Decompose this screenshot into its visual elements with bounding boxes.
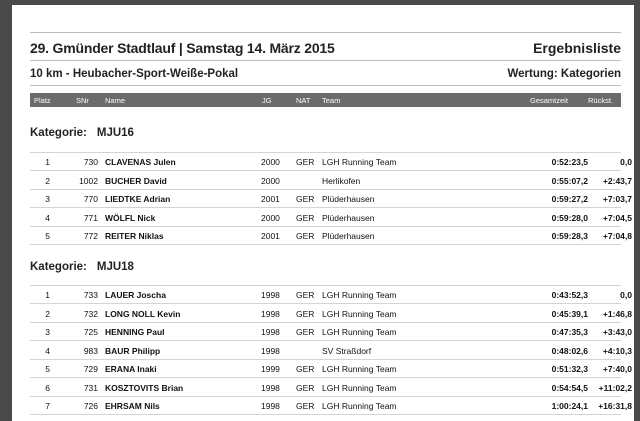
table-row xyxy=(30,208,632,226)
cell-gesamtzeit: 0:59:28,3 xyxy=(551,231,588,241)
cell-jg: 1998 xyxy=(261,327,280,337)
cell-jg: 2000 xyxy=(261,175,280,186)
cell-nat: GER xyxy=(296,327,315,337)
cell-name: BAUR Philipp xyxy=(105,345,161,356)
cell-jg: 1998 xyxy=(261,401,280,411)
cell-jg: 1998 xyxy=(261,290,280,300)
cell-rueckstand: +7:04,8 xyxy=(602,231,632,241)
cell-nat: GER xyxy=(296,290,315,300)
cell-rueckstand: +1:46,8 xyxy=(602,308,632,319)
cell-team: SV Straßdorf xyxy=(322,345,372,356)
cell-gesamtzeit: 1:00:24,1 xyxy=(551,401,588,411)
race-subtitle: 10 km - Heubacher-Sport-Weiße-Pokal xyxy=(30,68,239,80)
cell-team: Plüderhausen xyxy=(322,212,375,223)
cell-team: Herlikofen xyxy=(322,175,361,186)
cell-jg: 2000 xyxy=(261,212,280,223)
cell-team: Plüderhausen xyxy=(322,194,375,204)
wertung-label: Wertung: Kategorien xyxy=(507,68,621,80)
cell-name: HENNING Paul xyxy=(105,327,165,337)
cell-name: KOSZTOVITS Brian xyxy=(105,382,184,393)
table-row xyxy=(30,322,632,340)
cell-snr: 725 xyxy=(83,327,98,337)
document-type: Ergebnisliste xyxy=(533,40,621,56)
cell-snr: 733 xyxy=(83,290,98,300)
cell-gesamtzeit: 0:47:35,3 xyxy=(551,327,588,337)
cell-nat: GER xyxy=(296,231,315,241)
cell-rueckstand: +7:04,5 xyxy=(602,212,632,223)
cell-snr: 771 xyxy=(83,212,98,223)
table-row xyxy=(30,171,632,189)
table-row xyxy=(30,226,632,244)
cell-platz: 1 xyxy=(45,290,50,300)
cell-rueckstand: +16:31,8 xyxy=(598,401,632,411)
cell-team: LGH Running Team xyxy=(322,157,397,167)
col-gesamtzeit: Gesamtzeit xyxy=(530,96,568,105)
col-team: Team xyxy=(322,96,341,105)
cell-jg: 2001 xyxy=(261,194,280,204)
cell-gesamtzeit: 0:52:23,5 xyxy=(551,157,588,167)
top-rule xyxy=(30,32,621,33)
cell-team: LGH Running Team xyxy=(322,327,397,337)
cell-snr: 730 xyxy=(83,157,98,167)
cell-rueckstand: +11:02,2 xyxy=(598,382,632,393)
cell-nat: GER xyxy=(296,364,315,374)
col-snr: SNr xyxy=(76,96,89,105)
cell-snr: 729 xyxy=(83,364,98,374)
table-row xyxy=(30,304,632,322)
category-label: Kategorie: xyxy=(30,127,87,139)
table-row xyxy=(30,396,632,414)
cell-jg: 1998 xyxy=(261,382,280,393)
cell-jg: 1998 xyxy=(261,345,280,356)
cell-snr: 1002 xyxy=(79,175,98,186)
cell-jg: 1998 xyxy=(261,308,280,319)
subtitle-rule xyxy=(30,85,621,86)
cell-gesamtzeit: 0:59:28,0 xyxy=(551,212,588,223)
cell-platz: 1 xyxy=(45,157,50,167)
col-jg: JG xyxy=(262,96,272,105)
cell-rueckstand: +3:43,0 xyxy=(602,327,632,337)
cell-platz: 3 xyxy=(45,327,50,337)
category-heading xyxy=(30,261,134,273)
cell-platz: 5 xyxy=(45,231,50,241)
cell-gesamtzeit: 0:45:39,1 xyxy=(551,308,588,319)
cell-nat: GER xyxy=(296,382,315,393)
cell-rueckstand: +2:43,7 xyxy=(602,175,632,186)
cell-jg: 1999 xyxy=(261,364,280,374)
col-nat: NAT xyxy=(296,96,311,105)
category-heading xyxy=(30,127,134,139)
cell-name: REITER Niklas xyxy=(105,231,164,241)
col-platz: Platz xyxy=(34,96,51,105)
cell-gesamtzeit: 0:48:02,6 xyxy=(551,345,588,356)
cell-snr: 770 xyxy=(83,194,98,204)
cell-snr: 731 xyxy=(83,382,98,393)
row-divider xyxy=(30,244,621,245)
cell-rueckstand: 0,0 xyxy=(620,157,632,167)
cell-platz: 3 xyxy=(45,194,50,204)
cell-nat: GER xyxy=(296,401,315,411)
cell-gesamtzeit: 0:51:32,3 xyxy=(551,364,588,374)
table-row xyxy=(30,359,632,377)
col-name: Name xyxy=(105,96,126,105)
table-row xyxy=(30,285,632,303)
category-label: Kategorie: xyxy=(30,261,87,273)
cell-platz: 5 xyxy=(45,364,50,374)
category-name: MJU18 xyxy=(96,261,134,273)
results-page xyxy=(12,5,634,421)
cell-team: Plüderhausen xyxy=(322,231,375,241)
cell-rueckstand: +7:03,7 xyxy=(602,194,632,204)
cell-rueckstand: +7:40,0 xyxy=(602,364,632,374)
table-row xyxy=(30,189,632,207)
cell-snr: 732 xyxy=(83,308,98,319)
column-header-bar xyxy=(30,93,621,107)
event-title: 29. Gmünder Stadtlauf | Samstag 14. März 2015 xyxy=(30,40,335,56)
cell-gesamtzeit: 0:54:54,5 xyxy=(551,382,588,393)
title-rule xyxy=(30,60,621,61)
cell-gesamtzeit: 0:55:07,2 xyxy=(551,175,588,186)
cell-nat: GER xyxy=(296,157,315,167)
cell-nat: GER xyxy=(296,212,315,223)
cell-platz: 2 xyxy=(45,308,50,319)
cell-name: LAUER Joscha xyxy=(105,290,166,300)
cell-name: CLAVENAS Julen xyxy=(105,157,176,167)
cell-gesamtzeit: 0:43:52,3 xyxy=(551,290,588,300)
category-name: MJU16 xyxy=(96,127,134,139)
cell-snr: 772 xyxy=(83,231,98,241)
cell-gesamtzeit: 0:59:27,2 xyxy=(551,194,588,204)
cell-platz: 6 xyxy=(45,382,50,393)
cell-rueckstand: +4:10,3 xyxy=(602,345,632,356)
col-rueckstand: Rückst. xyxy=(588,96,614,105)
cell-name: EHRSAM Nils xyxy=(105,401,160,411)
cell-team: LGH Running Team xyxy=(322,382,397,393)
cell-snr: 726 xyxy=(83,401,98,411)
cell-platz: 2 xyxy=(45,175,50,186)
cell-name: BUCHER David xyxy=(105,175,167,186)
cell-name: LONG NOLL Kevin xyxy=(105,308,181,319)
cell-team: LGH Running Team xyxy=(322,308,397,319)
table-row xyxy=(30,152,632,170)
cell-name: ERANA Inaki xyxy=(105,364,157,374)
cell-name: LIEDTKE Adrian xyxy=(105,194,171,204)
cell-team: LGH Running Team xyxy=(322,364,397,374)
cell-team: LGH Running Team xyxy=(322,401,397,411)
cell-nat: GER xyxy=(296,194,315,204)
cell-platz: 4 xyxy=(45,345,50,356)
cell-team: LGH Running Team xyxy=(322,290,397,300)
cell-name: WÖLFL Nick xyxy=(105,212,156,223)
table-row xyxy=(30,378,632,396)
cell-platz: 7 xyxy=(45,401,50,411)
row-divider xyxy=(30,414,621,415)
cell-jg: 2001 xyxy=(261,231,280,241)
cell-nat: GER xyxy=(296,308,315,319)
cell-snr: 983 xyxy=(83,345,98,356)
cell-jg: 2000 xyxy=(261,157,280,167)
cell-platz: 4 xyxy=(45,212,50,223)
cell-rueckstand: 0,0 xyxy=(620,290,632,300)
table-row xyxy=(30,341,632,359)
